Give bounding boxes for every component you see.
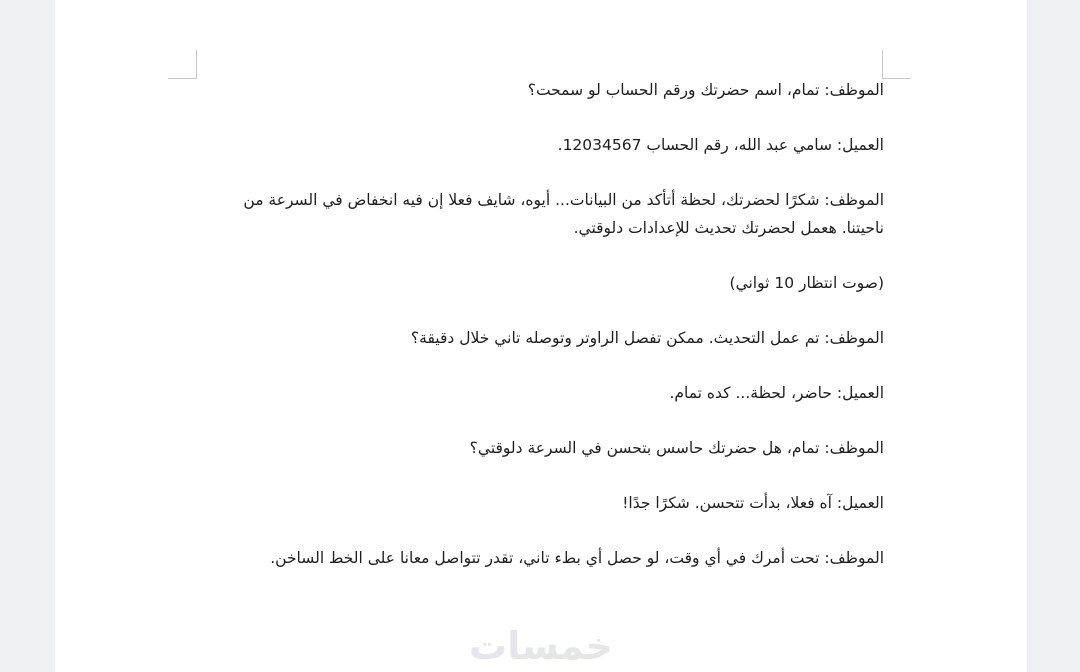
paragraph: الموظف: تمام، هل حضرتك حاسس بتحسن في السرعة دلوقتي؟ [469,439,884,457]
margin-corner-mark-right [882,50,911,79]
margin-corner-mark-left [168,50,197,79]
paragraph: العميل: سامي عبد الله، رقم الحساب 12034567. [557,136,884,154]
document-page[interactable] [55,0,1027,672]
paragraph: الموظف: تمام، اسم حضرتك ورقم الحساب لو سمحت؟ [527,81,884,99]
paragraph: العميل: حاضر، لحظة... كده تمام. [669,384,884,402]
watermark-logo: خمسات [469,624,613,668]
document-body[interactable] [201,76,884,599]
paragraph: العميل: آه فعلا، بدأت تتحسن. شكرًا جدًا! [622,494,884,512]
paragraph: الموظف: شكرًا لحضرتك، لحظة أتأكد من البيانات... أيوه، شايف فعلا إن فيه انخفاض في السرعة من ناحيتنا. هعمل لحضرتك تحديث للإعدادات دلوقتي. [243,191,884,237]
paragraph: الموظف: تحت أمرك في أي وقت، لو حصل أي بطء تاني، تقدر تتواصل معانا على الخط الساخن. [270,549,884,567]
paragraph: (صوت انتظار 10 ثواني) [729,274,884,292]
paragraph: الموظف: تم عمل التحديث. ممكن تفصل الراوتر وتوصله تاني خلال دقيقة؟ [410,329,884,347]
